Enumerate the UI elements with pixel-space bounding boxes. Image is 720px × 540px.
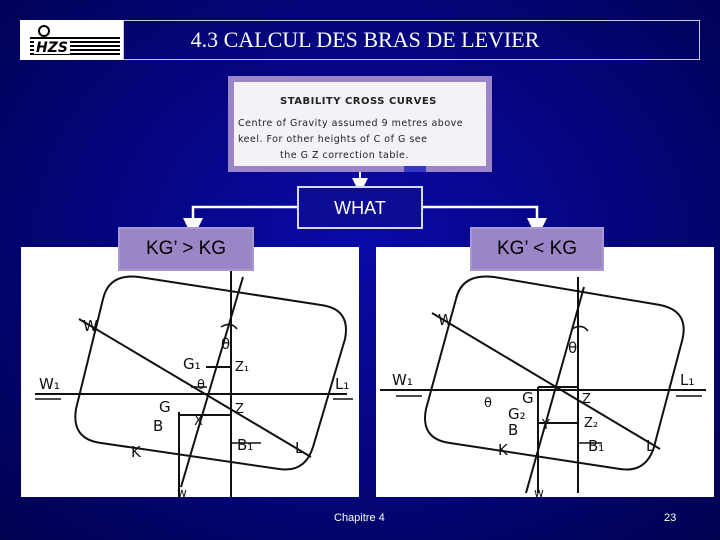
table-line: keel. For other heights of C of G see [238,134,428,145]
label-k: K [131,443,141,461]
footer-chapter: Chapitre 4 [334,512,385,524]
table-line: the G Z correction table. [280,150,409,161]
label-w: W [438,311,453,329]
kg-smaller-label: KG’ < KG [470,227,604,271]
label-z2: Z₂ [584,416,599,431]
table-heading: STABILITY CROSS CURVES [280,96,437,107]
what-box: WHAT [297,186,423,229]
label-b1: B₁ [588,437,605,455]
label-w1: W₁ [392,371,413,389]
label-theta: θ [221,335,231,353]
logo-text: HZS [36,40,68,56]
label-l1: L₁ [680,371,695,389]
diagram-kg-smaller [376,247,714,497]
label-w: W [83,317,98,335]
page-title: 4.3 CALCUL DES BRAS DE LEVIER [190,27,540,52]
label-z1: Z₁ [235,360,250,375]
label-theta-2: θ [197,378,205,393]
label-b1: B₁ [237,436,254,454]
label-w-bottom: w [534,486,544,497]
label-b: B [508,421,519,439]
label-g: G [522,389,534,407]
heeled-centerline [181,277,243,487]
footer-page-number: 23 [664,512,677,524]
arrow-left [193,207,297,228]
arrow-right [423,207,537,228]
label-theta: θ [568,339,578,357]
label-g: G [159,398,171,416]
label-l: L [646,437,655,455]
label-w1: W₁ [39,375,60,393]
label-x: X [194,414,203,429]
label-z: Z [235,402,244,417]
label-w-bottom: w [177,486,187,497]
label-z: Z [582,392,591,407]
label-l: L [295,439,304,457]
diagram-kg-greater [21,247,359,497]
label-g2: G₂ [508,405,526,423]
kg-greater-label: KG’ > KG [118,227,254,271]
label-b: B [153,417,164,435]
label-k: K [498,441,508,459]
label-y: Y [542,418,550,433]
label-g1: G₁ [183,355,201,373]
hull-outline [75,276,346,469]
label-l1: L₁ [335,375,350,393]
label-theta-2: θ [484,396,492,411]
table-line: Centre of Gravity assumed 9 metres above [238,118,464,129]
